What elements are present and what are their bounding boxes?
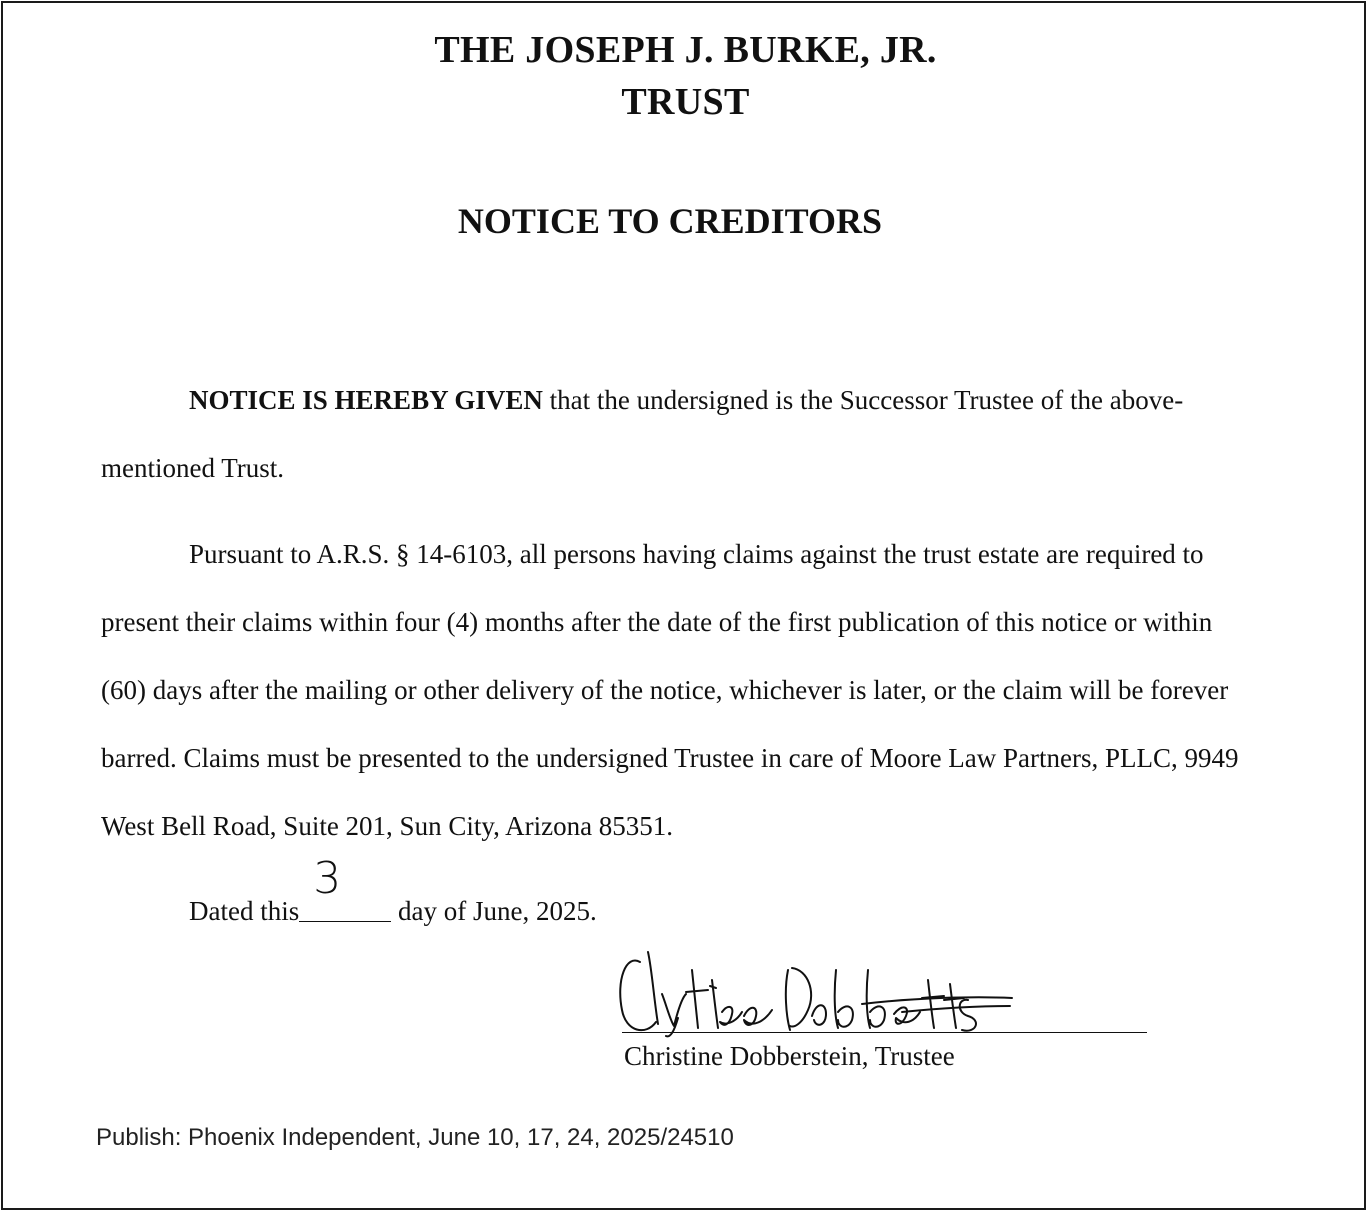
day-blank — [299, 853, 391, 920]
dated-suffix: day of June, 2025. — [391, 896, 597, 926]
notice-heading: NOTICE TO CREDITORS — [457, 201, 883, 241]
notice-paragraph-2 — [101, 520, 1261, 860]
notice-paragraph-2-text: Pursuant to A.R.S. § 14-6103, all persons having claims against the trust estate are required to present their claims within four (4) months after the date of the first publication of this notice or within (60) days after the mailing or other delivery of the notice, whichever is later, or the claim will be forever barred. Claims must be presented to the undersigned Trustee in care of Moore Law Partners, PLLC, 9949 West Bell Road, Suite 201, Sun City, Arizona 85351. — [101, 539, 1239, 841]
notice-paragraph-1 — [101, 366, 1261, 502]
notice-paragraph-1-text: that the undersigned is the Successor Trustee of the above-mentioned Trust. — [101, 385, 1184, 483]
dated-line — [189, 853, 597, 936]
dated-prefix: Dated this — [189, 896, 300, 926]
signature-line — [622, 1032, 1147, 1033]
handwritten-day: 3 — [313, 853, 342, 904]
signature-scribble — [612, 940, 1022, 1040]
signer-name: Christine Dobberstein, Trustee — [624, 1041, 955, 1071]
document-title — [0, 24, 1371, 128]
notice-lead-text: NOTICE IS HEREBY GIVEN — [189, 385, 543, 415]
title-line-2: TRUST — [621, 81, 750, 123]
publish-notice: Publish: Phoenix Independent, June 10, 17, 24, 2025/24510 — [96, 1124, 734, 1151]
title-line-1: THE JOSEPH J. BURKE, JR. — [434, 29, 937, 71]
